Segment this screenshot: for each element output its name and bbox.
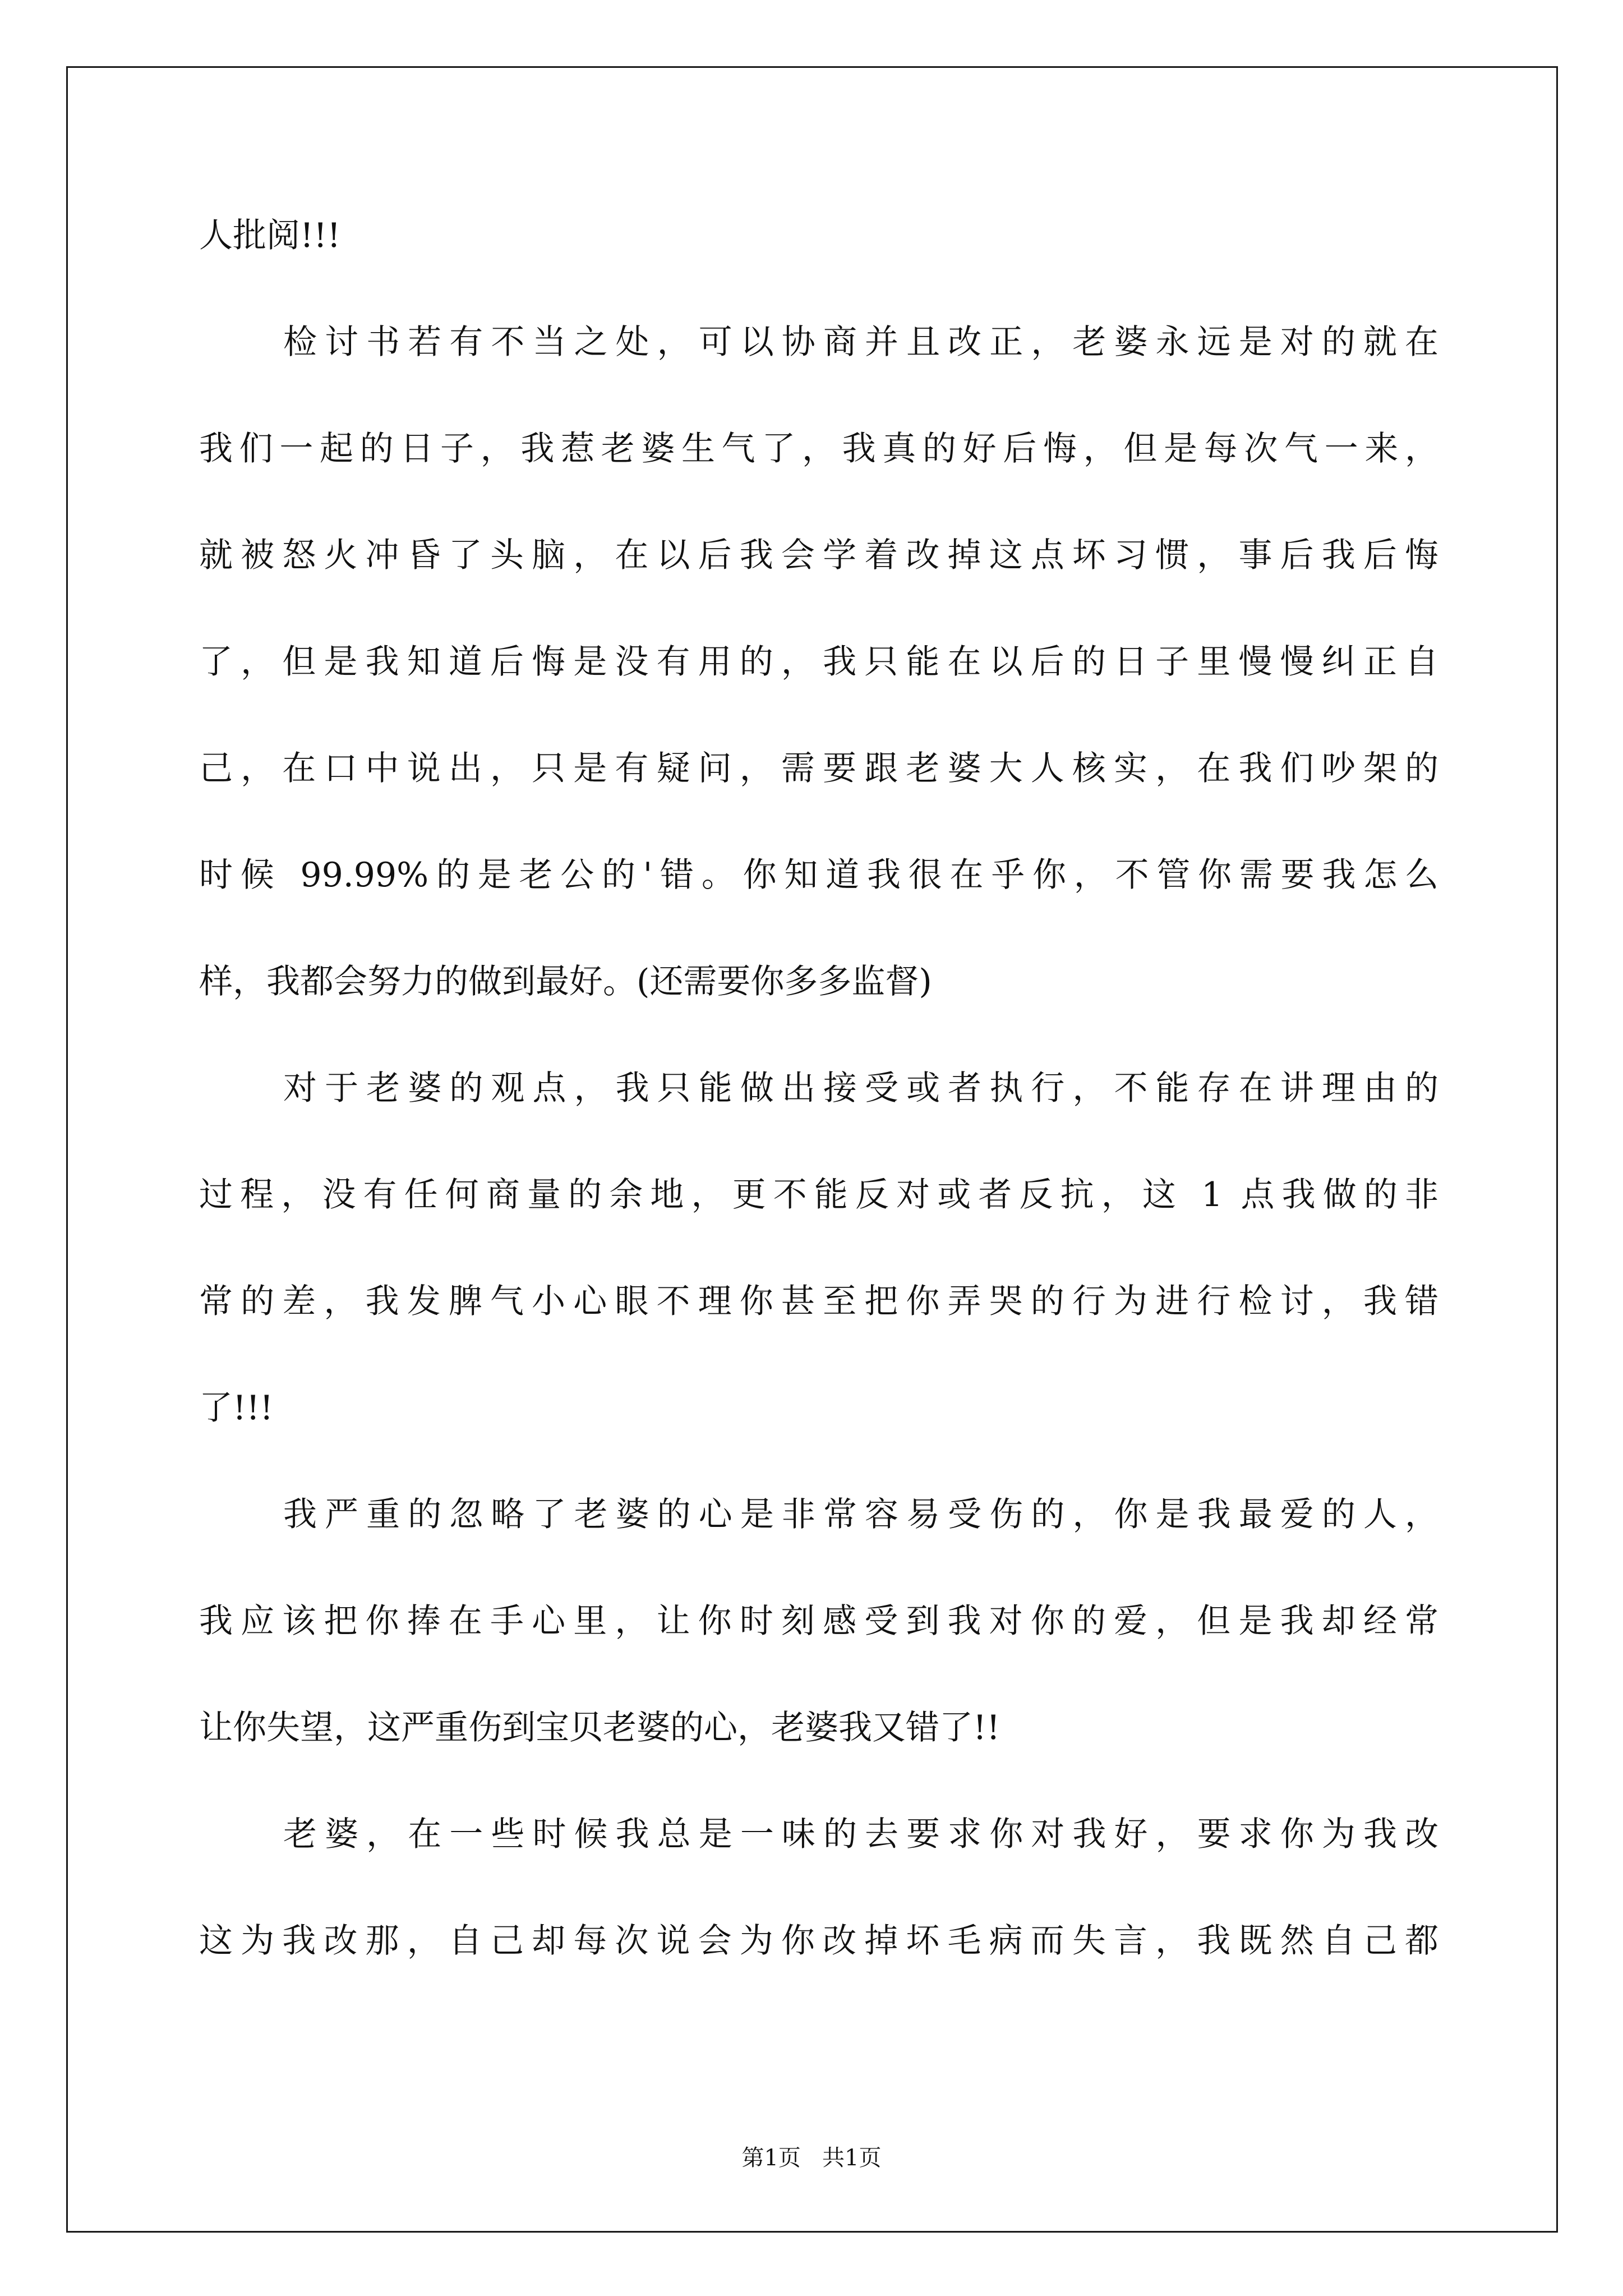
text-line: 人批阅!!! xyxy=(199,216,341,255)
text-line: 我们一起的日子，我惹老婆生气了，我真的好后悔，但是每次气一来， xyxy=(199,429,1438,468)
text-line: 样，我都会努力的做到最好。(还需要你多多监督) xyxy=(199,962,932,1001)
text-line: 时候 99.99%的是老公的'错。你知道我很在乎你，不管你需要我怎么 xyxy=(199,855,1438,895)
text-line: 了!!! xyxy=(199,1388,274,1428)
text-line: 这为我改那，自己却每次说会为你改掉坏毛病而失言，我既然自己都 xyxy=(199,1921,1438,1961)
text-line: 常的差，我发脾气小心眼不理你甚至把你弄哭的行为进行检讨，我错 xyxy=(199,1282,1438,1321)
page-border xyxy=(66,66,1558,2233)
text-line: 老婆，在一些时候我总是一味的去要求你对我好，要求你为我改 xyxy=(283,1815,1438,1854)
text-line: 检讨书若有不当之处，可以协商并且改正，老婆永远是对的就在 xyxy=(283,323,1438,362)
text-line: 过程，没有任何商量的余地，更不能反对或者反抗，这 1 点我做的非 xyxy=(199,1175,1438,1214)
text-line: 了，但是我知道后悔是没有用的，我只能在以后的日子里慢慢纠正自 xyxy=(199,642,1438,682)
text-line: 我应该把你捧在手心里，让你时刻感受到我对你的爱，但是我却经常 xyxy=(199,1602,1438,1641)
text-line: 对于老婆的观点，我只能做出接受或者执行，不能存在讲理由的 xyxy=(283,1069,1438,1108)
text-line: 我严重的忽略了老婆的心是非常容易受伤的，你是我最爱的人， xyxy=(283,1495,1438,1534)
text-line: 让你失望，这严重伤到宝贝老婆的心，老婆我又错了!! xyxy=(199,1708,1000,1747)
text-line: 己，在口中说出，只是有疑问，需要跟老婆大人核实，在我们吵架的 xyxy=(199,749,1438,788)
page-number: 第1页 共1页 xyxy=(741,2145,882,2171)
text-line: 就被怒火冲昏了头脑，在以后我会学着改掉这点坏习惯，事后我后悔 xyxy=(199,536,1438,575)
